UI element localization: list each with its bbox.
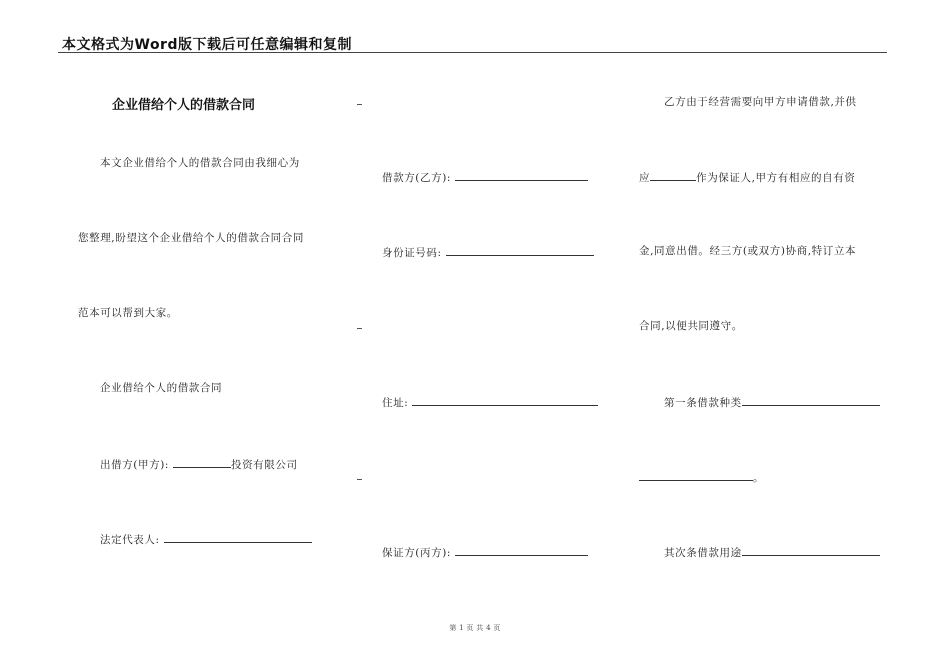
legal-rep-label: 法定代表人: (100, 534, 160, 546)
id-number-blank (446, 243, 594, 256)
lender-name-blank (173, 455, 231, 468)
article-1-blank-2 (639, 468, 753, 481)
para1-line-1: 乙方由于经营需要向甲方申请借款,并供 (664, 96, 857, 108)
column-mark (357, 479, 362, 480)
legal-rep-line (100, 530, 312, 547)
article-1-blank (742, 393, 880, 406)
intro-line-3: 范本可以帮到大家。 (78, 307, 178, 319)
guarantor-label: 保证方(丙方): (382, 547, 452, 559)
article-2-blank (742, 543, 880, 556)
article-1-line (664, 393, 880, 410)
legal-rep-blank (164, 530, 312, 543)
para1-line-2-end: 作为保证人,甲方有相应的自有资 (696, 172, 856, 184)
para1-line-2-start: 应 (639, 172, 651, 184)
borrower-line (382, 168, 588, 185)
guarantor-line (382, 543, 588, 560)
intro-line-1: 本文企业借给个人的借款合同由我细心为 (100, 157, 300, 169)
borrower-label: 借款方(乙方): (382, 172, 452, 184)
column-mark (357, 328, 362, 329)
article-1-end: 。 (753, 472, 765, 484)
para1-line-2 (639, 168, 855, 185)
header-rule (58, 52, 887, 53)
lender-suffix: 投资有限公司 (230, 459, 298, 471)
article-1-label: 第一条借款种类 (664, 397, 742, 409)
address-line (382, 393, 598, 410)
id-number-label: 身份证号码: (382, 247, 442, 259)
document-header: 本文格式为Word版下载后可任意编辑和复制 (62, 37, 352, 53)
article-1-continued (639, 468, 764, 485)
document-title: 企业借给个人的借款合同 (112, 98, 256, 113)
lender-line (100, 455, 298, 472)
address-blank (412, 393, 598, 406)
borrower-blank (455, 168, 588, 181)
column-mark (357, 104, 362, 105)
guarantor-name-blank (650, 168, 696, 181)
article-2-label: 其次条借款用途 (664, 547, 742, 559)
article-2-line (664, 543, 880, 560)
lender-label: 出借方(甲方): (100, 459, 170, 471)
contract-subtitle: 企业借给个人的借款合同 (100, 382, 223, 394)
para1-line-4: 合同,以便共同遵守。 (639, 320, 743, 332)
address-label: 住址: (382, 397, 409, 409)
intro-line-2: 您整理,盼望这个企业借给个人的借款合同合同 (78, 232, 304, 244)
page-number: 第 1 页 共 4 页 (449, 624, 501, 632)
guarantor-blank (455, 543, 588, 556)
para1-line-3: 金,同意出借。经三方(或双方)协商,特订立本 (639, 245, 857, 257)
id-number-line (382, 243, 594, 260)
